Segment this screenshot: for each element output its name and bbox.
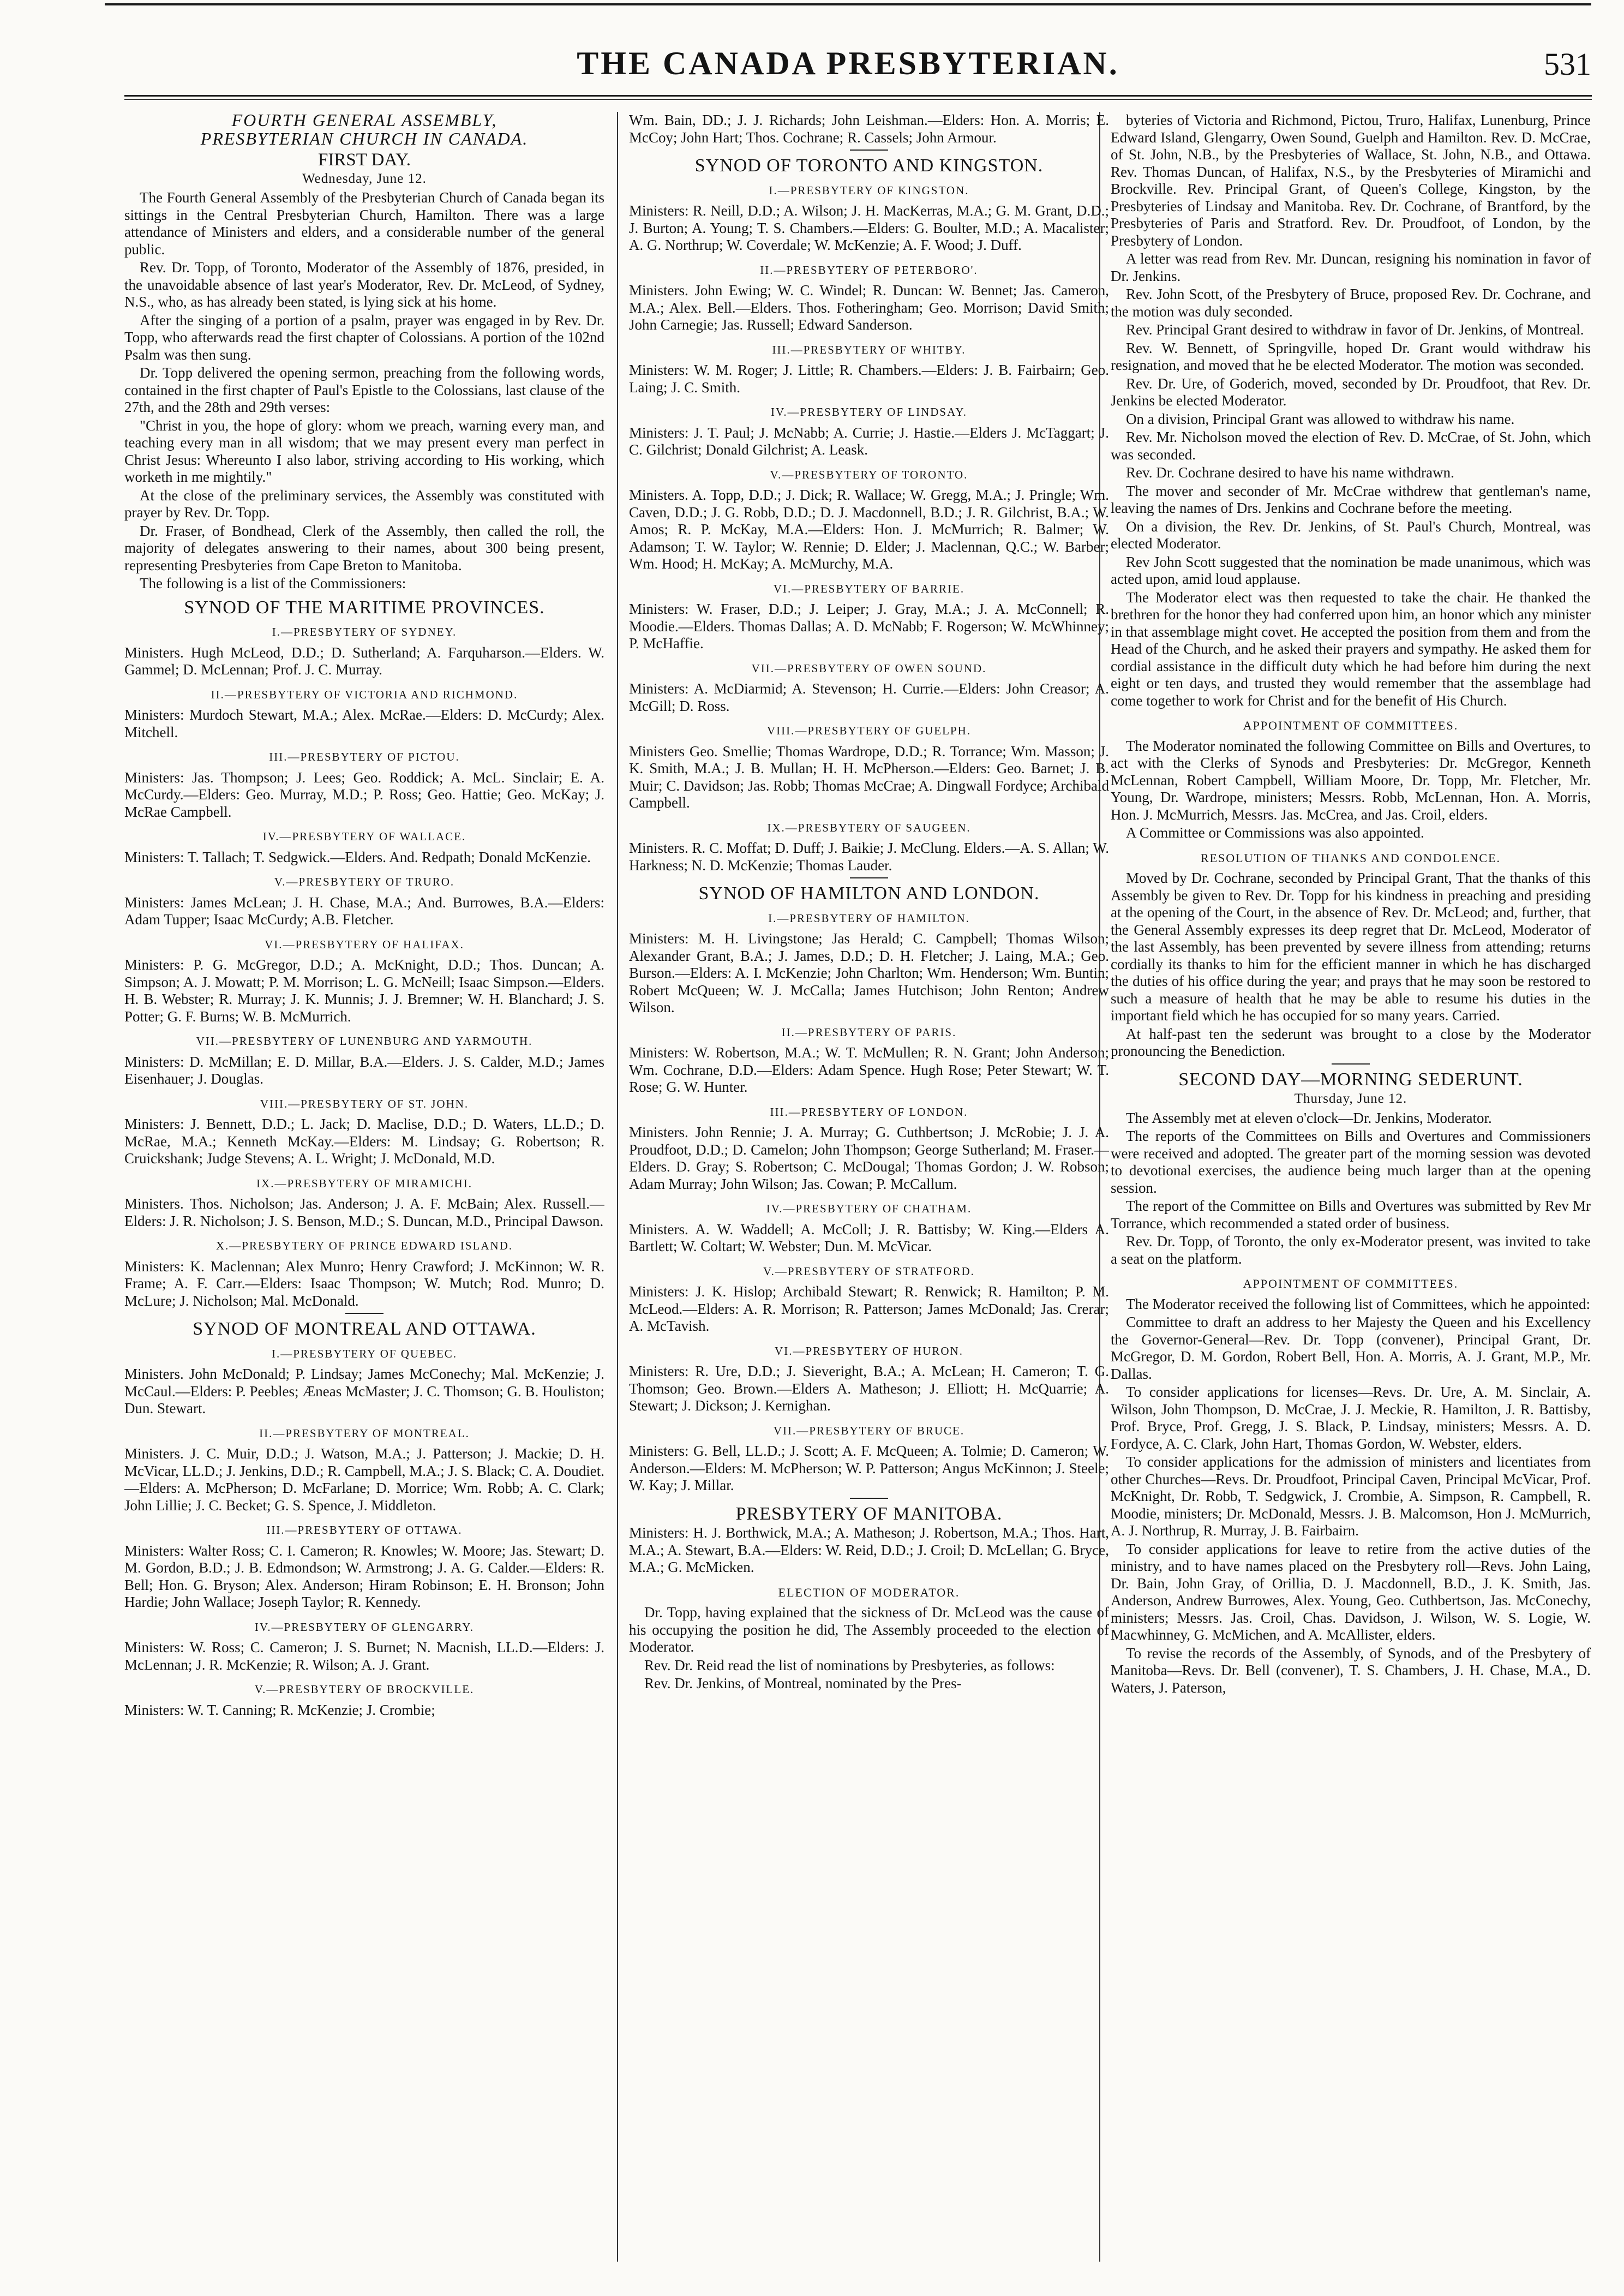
presbytery-heading: II.—PRESBYTERY OF MONTREAL. [259,1426,470,1440]
commissioner-roll: Ministers: W. Fraser, D.D.; J. Leiper; J. Gray, M.A.; J. A. McConnell; R. Moodie.—Elders. Thomas Dallas; A. D. McNabb; F. Rogerson; W. McWhinney; P. McHaffie. [629,601,1109,651]
paragraph: The Assembly met at eleven o'clock—Dr. Jenkins, Moderator. [1126,1109,1492,1126]
paragraph: The mover and seconder of Mr. McCrae withdrew that gentleman's name, leaving the names of Drs. Jenkins and Cochrane before the meeting. [1111,482,1591,516]
intro-paragraphs [124,189,604,593]
synod-heading: SYNOD OF THE MARITIME PROVINCES. [184,597,545,618]
header-rule [124,95,1592,97]
presbytery-heading: VI.—PRESBYTERY OF HURON. [775,1344,963,1358]
commissioner-roll: Ministers. John Ewing; W. C. Windel; R. Duncan: W. Bennet; Jas. Cameron, M.A.; Alex. Bell.—Elders. Thos. Fotheringham; Geo. Morrison; David Smith; John Carnegie; Jas. Russell; Edward Sanderson. [629,282,1109,333]
commissioner-roll: Ministers: P. G. McGregor, D.D.; A. McKnight, D.D.; Thos. Duncan; A. Simpson; A. J. Mowatt; P. M. Morrison; L. G. McNeill; Isaac Simpson.—Elders. H. B. Webster; R. Murray; J. K. Munnis; J. J. Bremner; W. H. Blanchard; J. S. Potter; G. F. Burns; W. B. McMurrich. [124,956,604,1025]
committees-list [1111,1296,1591,1697]
commissioner-roll: Ministers. John McDonald; P. Lindsay; James McConechy; Mal. McKenzie; J. McCaul.—Elders: P. Peebles; Æneas McMaster; J. C. Thomson; G. B. Houliston; Dun. Stewart. [124,1366,604,1416]
paragraph: Dr. Fraser, of Bondhead, Clerk of the Assembly, then called the roll, the majority of delegates answering to their names, about 300 being present, representing Presbyteries from Cape Breton to Manitoba. [124,522,604,573]
commissioner-roll: Ministers. R. C. Moffat; D. Duff; J. Baikie; J. McClung. Elders.—A. S. Allan; W. Harkness; N. D. McKenzie; Thomas Lauder. [629,840,1109,874]
commissioner-roll: Ministers: W. T. Canning; R. McKenzie; J. Crombie; [124,1701,435,1718]
presbytery-heading: IV.—PRESBYTERY OF CHATHAM. [766,1202,972,1215]
paragraph: To revise the records of the Assembly, of Synods, and of the Presbytery of Manitoba—Revs. Dr. Bell (convener), T. S. Chambers, J. H. Chase, M.A., D. Waters, J. Paterson, [1111,1645,1591,1696]
presbytery-heading: V.—PRESBYTERY OF TORONTO. [770,468,968,481]
top-border-rule [105,3,1591,5]
header-rule-thin [124,99,1592,100]
dateline: Wednesday, June 12. [302,171,427,186]
presbytery-heading: VIII.—PRESBYTERY OF GUELPH. [766,724,972,737]
presbytery-heading: VI.—PRESBYTERY OF BARRIE. [773,582,965,595]
second-day-dateline: Thursday, June 12. [1294,1091,1407,1106]
section-rule [850,150,888,151]
presbytery-heading: VII.—PRESBYTERY OF OWEN SOUND. [751,661,987,675]
presbytery-heading: VII.—PRESBYTERY OF BRUCE. [773,1424,965,1437]
commissioner-roll: Ministers: J. T. Paul; J. McNabb; A. Currie; J. Hastie.—Elders J. McTaggart; J. C. Gilchrist; Donald Gilchrist; A. Leask. [629,424,1109,458]
presbytery-heading: V.—PRESBYTERY OF TRURO. [274,875,455,888]
column-separator [617,112,618,2262]
presbytery-heading: VIII.—PRESBYTERY OF ST. JOHN. [260,1097,469,1110]
committees-heading: APPOINTMENT OF COMMITTEES. [1243,1277,1459,1290]
presbytery-heading: III.—PRESBYTERY OF OTTAWA. [266,1523,463,1536]
commissioner-roll: Ministers: W. M. Roger; J. Little; R. Chambers.—Elders: J. B. Fairbairn; Geo. Laing; J. C. Smith. [629,362,1109,396]
synod-roll [629,910,1109,1494]
synod-heading: SYNOD OF TORONTO AND KINGSTON. [694,156,1044,176]
thanks-heading: RESOLUTION OF THANKS AND CONDOLENCE. [1200,851,1501,865]
paragraph: On a division, Principal Grant was allowed to withdraw his name. [1126,410,1515,427]
presbytery-heading: II.—PRESBYTERY OF PARIS. [781,1025,957,1039]
paragraph: Rev. Dr. Cochrane desired to have his name withdrawn. [1126,464,1454,481]
presbytery-heading: III.—PRESBYTERY OF LONDON. [770,1105,968,1119]
commissioner-roll: Ministers: J. K. Hislop; Archibald Stewart; R. Renwick; R. Hamilton; P. M. McLeod.—Elders: A. R. Morrison; R. Patterson; James McDonald; Jas. Crerar; A. McTavish. [629,1283,1109,1334]
second-day-heading: SECOND DAY—MORNING SEDERUNT. [1178,1069,1523,1090]
paragraph: byteries of Victoria and Richmond, Pictou, Truro, Halifax, Lunenburg, Prince Edward Island, Glengarry, Owen Sound, Guelph and Hamilton. Rev. D. McCrae, of St. John, N.B., by the Presbyteries of Wallace, St. John, N.B., and Ottawa. Rev. Thomas Duncan, of Halifax, N.S., by the Presbyteries of Miramichi and Brockville. Rev. Principal Grant, of Queen's College, Kingston, by the Presbyteries of Lindsay and Manitoba. Rev. Dr. Cochrane, of Brantford, by the Presbyteries of Paris and Stratford. Rev. Dr. Proudfoot, of London, by the Presbytery of London. [1111,112,1591,249]
presbytery-heading: III.—PRESBYTERY OF WHITBY. [772,343,966,356]
presbytery-manitoba-heading: PRESBYTERY OF MANITOBA. [735,1503,1003,1524]
day-heading: FIRST DAY. [318,150,411,170]
presbytery-heading: IV.—PRESBYTERY OF LINDSAY. [770,405,968,418]
presbytery-heading: I.—PRESBYTERY OF QUEBEC. [271,1347,458,1360]
presbytery-heading: IV.—PRESBYTERY OF WALLACE. [262,830,466,843]
election-continued [1111,112,1591,709]
synod-roll [124,1346,604,1719]
commissioner-roll: Ministers: R. Neill, D.D.; A. Wilson; J. H. MacKerras, M.A.; G. M. Grant, D.D.; J. Burton; A. Young; T. S. Chambers.—Elders: G. Boulter, M.D.; A. Macalister; A. G. Northrup; W. Coverdale; W. McKenzie; A. F. Wood; J. Duff. [629,202,1109,253]
section-rule [850,1498,888,1499]
paragraph: Rev. Mr. Nicholson moved the election of Rev. D. McCrae, of St. John, which was seconded. [1111,429,1591,463]
running-title: THE CANADA PRESBYTERIAN. [577,45,1119,81]
page-header [105,35,1591,95]
paragraph: Rev. John Scott, of the Presbytery of Bruce, proposed Rev. Dr. Cochrane, and the motion was duly seconded. [1111,286,1591,320]
paragraph: To consider applications for the admission of ministers and licentiates from other Churches—Revs. Dr. Proudfoot, Principal Caven, Principal McVicar, Prof. McKnight, Dr. Robb, T. Sedgwick, J. Crombie, A. Simpson, R. Campbell, R. Moodie, ministers; Dr. McDonald, Messrs. J. B. Malcomson, Hon J. McMurrich, A. J. Northrup, R. Murray, J. B. Fairbairn. [1111,1454,1591,1539]
presbytery-heading: IX.—PRESBYTERY OF MIRAMICHI. [256,1176,472,1190]
paragraph: After the singing of a portion of a psalm, prayer was engaged in by Rev. Dr. Topp, who afterwards read the first chapter of Colossians. A portion of the 102nd Psalm was then sung. [124,312,604,363]
presbytery-heading: I.—PRESBYTERY OF HAMILTON. [768,911,970,925]
paragraph: At the close of the preliminary services, the Assembly was constituted with prayer by Rev. Dr. Topp. [124,487,604,521]
commissioner-roll: Ministers: Murdoch Stewart, M.A.; Alex. McRae.—Elders: D. McCurdy; Alex. Mitchell. [124,707,604,740]
manitoba-roll: Ministers: H. J. Borthwick, M.A.; A. Matheson; J. Robertson, M.A.; Thos. Hart, M.A.; A. Stewart, B.A.—Elders: W. Reid, D.D.; J. Croil; D. McLellan; G. Bryce, M.A.; G. McMicken. [629,1524,1109,1575]
thanks-paragraphs [1111,870,1591,1060]
paragraph: "Christ in you, the hope of glory: whom we preach, warning every man, and teaching every man in all wisdom; that we may present every man perfect in Christ Jesus: Whereunto I also labor, striving according to His working, which worketh in me mightily." [124,417,604,485]
article-title-line1: FOURTH GENERAL ASSEMBLY, [231,112,498,130]
paragraph: Moved by Dr. Cochrane, seconded by Principal Grant, That the thanks of this Assembly be given to Rev. Dr. Topp for his kindness in preaching and presiding at the opening of the Court, in the absence of Rev. Dr. McLeod; and, further, that the General Assembly expresses its deep regret that Dr. McLeod, Moderator of the last Assembly, has been prevented by severe illness from attending; returns cordially its thanks to him for the efficient manner in which he has discharged the duties of his office during the year; and prays that he may soon be restored to such a measure of health that he may be able to resume his duties in the important field which he has occupied for so many years. Carried. [1111,870,1591,1024]
column-3 [1111,112,1591,2283]
presbytery-heading: VII.—PRESBYTERY OF LUNENBURG AND YARMOUTH. [196,1035,533,1048]
commissioner-roll: Ministers: James McLean; J. H. Chase, M.A.; And. Burrowes, B.A.—Elders: Adam Tupper; Isaac McCurdy; A.B. Fletcher. [124,894,604,928]
paragraph: Rev. Dr. Topp, of Toronto, Moderator of the Assembly of 1876, presided, in the unavoidable absence of last year's Moderator, Rev. Dr. McLeod, of Sydney, N.S., who, as has already been stated, is lying sick at his home. [124,259,604,310]
commissioner-roll: Ministers: J. Bennett, D.D.; L. Jack; D. Maclise, D.D.; D. Waters, LL.D.; D. McRae, M.A.; Kenneth McKay.—Elders: M. Lindsay; G. Robertson; R. Cruickshank; Judge Stevens; A. L. Wright; J. McDonald, M.D. [124,1116,604,1167]
election-paragraphs [629,1604,1109,1693]
presbytery-heading: II.—PRESBYTERY OF PETERBORO'. [760,263,978,277]
paragraph: Rev. Principal Grant desired to withdraw in favor of Dr. Jenkins, of Montreal. [1126,321,1584,338]
commissioner-roll: Ministers: W. Ross; C. Cameron; J. S. Burnet; N. Macnish, LL.D.—Elders: J. McLennan; J. R. McKenzie; R. Wilson; A. J. Grant. [124,1639,604,1673]
paragraph: The report of the Committee on Bills and Overtures was submitted by Rev Mr Torrance, which recommended a stated order of business. [1111,1198,1591,1231]
commissioner-roll: Ministers: Walter Ross; C. I. Cameron; R. Knowles; W. Moore; Jas. Stewart; D. M. Gordon, B.D.; J. B. Edmondson; W. Armstrong; J. A. G. Calder.—Elders: R. Bell; Hon. G. Bryson; Alex. Anderson; Hiram Robinson; E. H. Bronson; John Hardie; John Wallace; Joseph Taylor; R. Kennedy. [124,1542,604,1610]
paragraph: The Moderator elect was then requested to take the chair. He thanked the brethren for the honor they had conferred upon him, an honor which any minister in that assemblage might covet. He accepted the position from them and from the Head of the Church, and he asked their prayers and sympathy. He asked them for cordial assistance in the difficult duty which he had before him during the next eight or ten days, and trusted they would remember that the assemblage had come together to work for Christ and for the benefit of His Church. [1111,589,1591,709]
commissioner-roll: Ministers. Hugh McLeod, D.D.; D. Sutherland; A. Farquharson.—Elders. W. Gammel; D. McLennan; Prof. J. C. Murray. [124,644,604,678]
paragraph: Rev John Scott suggested that the nomination be made unanimous, which was acted upon, amid loud applause. [1111,553,1591,587]
page-number: 531 [1544,46,1591,82]
paragraph: Committee to draft an address to her Majesty the Queen and his Excellency the Governor-General—Rev. Dr. Topp (convener), Principal Grant, Dr. McGregor, D. M. Gordon, Robert Bell, Hon. A. Morris, A. J. Grant, M.P., Mr. Dallas. [1111,1314,1591,1382]
committees-paragraph: The Moderator nominated the following Committee on Bills and Overtures, to act with the Clerks of Synods and Presbyteries: Dr. McGregor, Kenneth McLennan, Robert Campbell, William Moore, Dr. Topp, Mr. Fletcher, Mr. Young, Dr. Wardrope, ministers; Messrs. Robb, McLennan, Hon. A. Morris, Hon. J. McMurrich, Messrs. Jas. McCrea, and Jas. Croil, elders. [1111,737,1591,823]
paragraph: The following is a list of the Commissioners: [140,575,406,591]
section-rule [345,1313,383,1314]
paragraph: Rev. Dr. Ure, of Goderich, moved, seconded by Dr. Proudfoot, that Rev. Dr. Jenkins be elected Moderator. [1111,375,1591,409]
presbytery-heading: X.—PRESBYTERY OF PRINCE EDWARD ISLAND. [215,1239,513,1252]
election-heading: ELECTION OF MODERATOR. [778,1585,960,1599]
second-day-paragraphs [1111,1110,1591,1268]
committees-heading: APPOINTMENT OF COMMITTEES. [1243,719,1459,732]
commissioner-roll: Ministers. A. Topp, D.D.; J. Dick; R. Wallace; W. Gregg, M.A.; J. Pringle; Wm. Caven, D.D.; J. G. Robb, D.D.; D. J. Macdonnell, B.D.; J. R. Gilchrist, B.A.; W. Amos; R. P. McKay, M.A.—Elders: Hon. J. McMurrich; R. Balmer; W. Adamson; T. W. Taylor; W. Rennie; D. Elder; J. Maclennan, Q.C.; W. Barber; Wm. Hood; H. McKay; A. McMurchy, M.A. [629,487,1109,572]
synod-roll [629,182,1109,875]
commissioner-roll: Ministers: G. Bell, LL.D.; J. Scott; A. F. McQueen; A. Tolmie; D. Cameron; W. Anderson.—Elders: M. McPherson; W. P. Patterson; Angus McKinnon; J. Steele; W. Kay; J. Millar. [629,1443,1109,1493]
presbytery-heading: I.—PRESBYTERY OF SYDNEY. [272,625,457,638]
commissioner-roll: Ministers. John Rennie; J. A. Murray; G. Cuthbertson; J. McRobie; J. J. A. Proudfoot, D.D.; D. Camelon; John Thompson; George Sutherland; M. Fraser.—Elders. D. Gray; S. Robertson; C. McDougal; Thomas Gordon; J. W. Robson; Adam Murray; John Wilson; Jas. Cowan; P. McCallum. [629,1124,1109,1192]
paragraph: Rev. Dr. Topp, of Toronto, the only ex-Moderator present, was invited to take a seat on the platform. [1111,1233,1591,1267]
synod-roll [124,624,604,1310]
commissioner-roll: Ministers: T. Tallach; T. Sedgwick.—Elders. And. Redpath; Donald McKenzie. [124,848,591,865]
presbytery-heading: I.—PRESBYTERY OF KINGSTON. [769,183,969,197]
paragraph: The Fourth General Assembly of the Presbyterian Church of Canada began its sittings in the Central Presbyterian Church, Hamilton. There was a large attendance of Ministers and elders, and a considerable number of the general public. [124,189,604,258]
presbytery-heading: V.—PRESBYTERY OF BROCKVILLE. [254,1683,475,1696]
commissioner-roll: Ministers. Thos. Nicholson; Jas. Anderson; J. A. F. McBain; Alex. Russell.—Elders: J. R. Nicholson; J. S. Benson, M.D.; S. Duncan, M.D., Principal Dawson. [124,1195,604,1229]
paragraph: Rev. W. Bennett, of Springville, hoped Dr. Grant would withdraw his resignation, and moved that he be elected Moderator. The motion was seconded. [1111,339,1591,373]
paragraph: A letter was read from Rev. Mr. Duncan, resigning his nomination in favor of Dr. Jenkins. [1111,250,1591,284]
commissioner-roll: Ministers: M. H. Livingstone; Jas Herald; C. Campbell; Thomas Wilson; Alexander Grant, B.A.; J. James, D.D.; D. H. Fletcher; J. Laing, M.A.; Geo. Burson.—Elders: A. I. McKenzie; John Charlton; Wm. Henderson; Wm. Buntin; Robert McQueen; W. J. McCalla; James Hutchison; John Renton; Andrew Wilson. [629,930,1109,1015]
paragraph: Rev. Dr. Reid read the list of nominations by Presbyteries, as follows: [644,1657,1055,1673]
paragraph: The Moderator received the following list of Committees, which he appointed: [1126,1295,1591,1312]
roll-continuation: Wm. Bain, DD.; J. J. Richards; John Leishman.—Elders: Hon. A. Morris; E. McCoy; John Hart; Thos. Cochrane; R. Cassels; John Armour. [629,112,1109,146]
commissioner-roll: Ministers: K. Maclennan; Alex Munro; Henry Crawford; J. McKinnon; W. R. Frame; A. F. Carr.—Elders: Isaac Thompson; W. Mutch; Rod. Munro; D. McLure; J. Nicholson; Mal. McDonald. [124,1258,604,1309]
commissioner-roll: Ministers: D. McMillan; E. D. Millar, B.A.—Elders. J. S. Calder, M.D.; James Eisenhauer; J. Douglas. [124,1053,604,1087]
section-rule [1332,1063,1370,1065]
paragraph: To consider applications for licenses—Revs. Dr. Ure, A. M. Sinclair, A. Wilson, John Thompson, D. McCrae, J. J. Meckie, R. Hamilton, J. R. Battisby, Prof. Bryce, Prof. Gregg, J. S. Black, P. Lindsay, ministers; Messrs. A. D. Fordyce, A. C. Clark, John Hart, Thomas Gordon, W. Webster, elders. [1111,1384,1591,1452]
commissioner-roll: Ministers. J. C. Muir, D.D.; J. Watson, M.A.; J. Patterson; J. Mackie; D. H. McVicar, LL.D.; J. Jenkins, D.D.; R. Campbell, M.A.; J. S. Black; C. A. Doudiet.—Elders: A. McPherson; D. McFarlane; D. Morrice; Wm. Robb; A. C. Clark; John Lillie; J. C. Becket; G. S. Spence, J. Middleton. [124,1445,604,1514]
synod-heading: SYNOD OF HAMILTON AND LONDON. [698,883,1040,904]
paragraph: On a division, the Rev. Dr. Jenkins, of St. Paul's Church, Montreal, was elected Moderator. [1111,518,1591,552]
paragraph: Dr. Topp, having explained that the sickness of Dr. McLeod was the cause of his occupying the position he did, The Assembly proceeded to the election of Moderator. [629,1604,1109,1655]
paragraph: At half-past ten the sederunt was brought to a close by the Moderator pronouncing the Benediction. [1111,1025,1591,1059]
article-title-line2: PRESBYTERIAN CHURCH IN CANADA. [200,128,529,148]
presbytery-heading: V.—PRESBYTERY OF STRATFORD. [763,1264,975,1278]
presbytery-heading: II.—PRESBYTERY OF VICTORIA AND RICHMOND. [211,687,518,701]
synod-heading: SYNOD OF MONTREAL AND OTTAWA. [193,1319,536,1339]
commissioner-roll: Ministers: W. Robertson, M.A.; W. T. McMullen; R. N. Grant; John Anderson; Wm. Cochrane, D.D.—Elders: Adam Spence. Hugh Rose; Peter Stewart; W. T. Rose; G. W. Hunter. [629,1044,1109,1095]
presbytery-heading: IV.—PRESBYTERY OF GLENGARRY. [254,1620,475,1634]
paragraph: To consider applications for leave to retire from the active duties of the ministry, and to have names placed on the Presbytery roll—Revs. John Laing, Dr. Bain, John Gray, of Orillia, D. J. Macdonnell, B.D., J. K. Smith, Jas. Anderson, Andrew Burrowes, Alex. Young, Geo. Cuthbertson, Jas. McConechy, ministers; Messrs. Jas. Croil, Chas. Davidson, J. Wilson, W. S. Logie, W. Macwhinney, G. McMichen, and A. McAllister, elders. [1111,1540,1591,1643]
commissioner-roll: Ministers: R. Ure, D.D.; J. Sieveright, B.A.; A. McLean; H. Cameron; T. G. Thomson; Geo. Brown.—Elders A. Matheson; J. Elliott; H. McQuarrie; A. Stewart; J. Dickson; J. Kernighan. [629,1363,1109,1414]
commissioner-roll: Ministers: Jas. Thompson; J. Lees; Geo. Roddick; A. McL. Sinclair; E. A. McCurdy.—Elders: Geo. Murray, M.D.; P. Ross; Geo. Hattie; Geo. McKay; J. McRae Campbell. [124,769,604,820]
paragraph: Dr. Topp delivered the opening sermon, preaching from the following words, contained in the first chapter of Paul's Epistle to the Colossians, last clause of the 27th, and the 28th and 29th verses: [124,364,604,415]
presbytery-heading: III.—PRESBYTERY OF PICTOU. [269,750,460,763]
paragraph: The reports of the Committees on Bills and Overtures and Commissioners were received and adopted. The greater part of the morning session was devoted to devotional exercises, the audience being much larger than at the opening session. [1111,1128,1591,1196]
commissioner-roll: Ministers Geo. Smellie; Thomas Wardrope, D.D.; R. Torrance; Wm. Masson; J. K. Smith, M.A.; J. B. Mullan; H. H. McPherson.—Elders: Geo. Barnet; J. B. Muir; C. Davidson; Jas. Robb; Thomas McCrae; A. Dingwall Fordyce; Archibald Campbell. [629,743,1109,811]
commissioner-roll: Ministers: A. McDiarmid; A. Stevenson; H. Currie.—Elders: John Creasor; A. McGill; D. Ross. [629,680,1109,714]
section-rule [850,877,888,878]
presbytery-heading: IX.—PRESBYTERY OF SAUGEEN. [767,821,971,834]
paragraph: Rev. Dr. Jenkins, of Montreal, nominated by the Pres- [644,1675,962,1691]
presbytery-heading: VI.—PRESBYTERY OF HALIFAX. [265,937,464,951]
commissioner-roll: Ministers. A. W. Waddell; A. McColl; J. R. Battisby; W. King.—Elders A. Bartlett; W. Coltart; W. Webster; Dun. M. McVicar. [629,1221,1109,1254]
column-1 [124,112,604,2283]
committees-paragraph: A Committee or Commissions was also appointed. [1126,824,1424,841]
column-2 [629,112,1109,2283]
